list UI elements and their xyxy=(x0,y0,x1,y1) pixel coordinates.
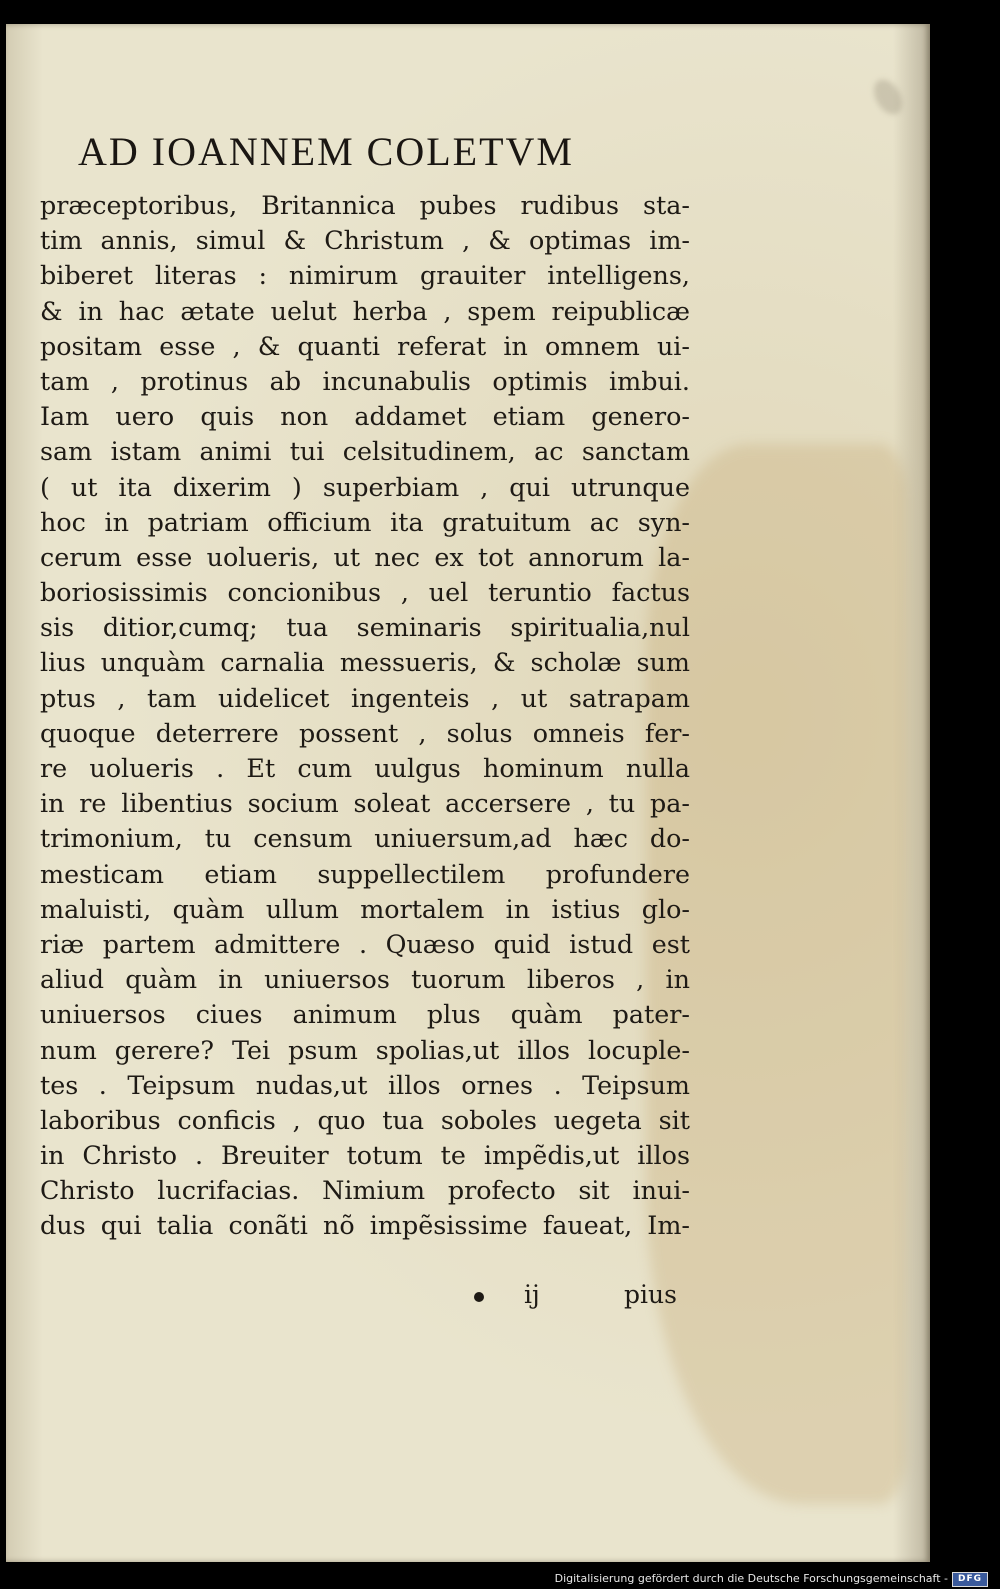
text-line: præceptoribus, Britannica pubes rudibus sta- xyxy=(40,190,690,220)
text-line: laboribus conficis , quo tua soboles uegeta sit xyxy=(40,1104,690,1135)
text-line: ptus , tam uidelicet ingenteis , ut satrapam xyxy=(40,682,690,713)
text-line: biberet literas : nimirum grauiter intelligens, xyxy=(40,260,690,291)
text-line: Christo lucrifacias. Nimium profecto sit inui- xyxy=(40,1175,690,1206)
text-line: trimonium, tu censum uniuersum,ad hæc do- xyxy=(40,823,690,854)
text-line: lius unquàm carnalia messueris, & scholæ sum xyxy=(40,647,690,678)
body-text xyxy=(40,188,690,1244)
text-line: in re libentius socium soleat accersere , tu pa- xyxy=(40,788,690,819)
text-line: tam , protinus ab incunabulis optimis imbui. xyxy=(40,365,690,396)
text-line: hoc in patriam officium ita gratuitum ac syn- xyxy=(40,506,690,537)
text-line: maluisti, quàm ullum mortalem in istius glo- xyxy=(40,893,690,924)
text-line: in Christo . Breuiter totum te impẽdis,ut illos xyxy=(40,1140,690,1171)
footer-credit: Digitalisierung gefördert durch die Deutsche Forschungsgemeinschaft - xyxy=(554,1572,948,1585)
dfg-logo-icon: DFG xyxy=(952,1572,988,1587)
running-head: AD IOANNEM COLETVM xyxy=(78,129,574,174)
page-blemish xyxy=(868,75,908,120)
text-line: ( ut ita dixerim ) superbiam , qui utrunque xyxy=(40,471,690,502)
text-line: Iam uero quis non addamet etiam genero- xyxy=(40,401,690,432)
text-line: tes . Teipsum nudas,ut illos ornes . Teipsum xyxy=(40,1069,690,1100)
text-line: boriosissimis concionibus , uel teruntio factus xyxy=(40,577,690,608)
catchword: pius xyxy=(624,1280,677,1309)
text-line: cerum esse uolueris, ut nec ex tot annorum la- xyxy=(40,541,690,572)
text-line: num gerere? Tei psum spolias,ut illos locuple- xyxy=(40,1034,690,1065)
text-line: mesticam etiam suppellectilem profundere xyxy=(40,858,690,889)
text-line: positam esse , & quanti referat in omnem ui- xyxy=(40,330,690,361)
bullet-icon xyxy=(474,1292,484,1302)
text-line: sis ditior,cumq; tua seminaris spiritualia,nul xyxy=(40,612,690,643)
text-line: quoque deterrere possent , solus omneis fer- xyxy=(40,717,690,748)
text-line: aliud quàm in uniuersos tuorum liberos , in xyxy=(40,964,690,995)
text-line: uniuersos ciues animum plus quàm pater- xyxy=(40,999,690,1030)
text-line: sam istam animi tui celsitudinem, ac sanctam xyxy=(40,436,690,467)
signature-label: ij xyxy=(524,1280,540,1309)
text-line: re uolueris . Et cum uulgus hominum nulla xyxy=(40,753,690,783)
text-line: dus qui talia conãti nõ impẽsissime faueat, Im- xyxy=(40,1210,690,1241)
text-line: tim annis, simul & Christum , & optimas im- xyxy=(40,225,690,256)
signature-mark xyxy=(474,1280,540,1309)
text-line: riæ partem admittere . Quæso quid istud est xyxy=(40,928,690,959)
text-line: & in hac ætate uelut herba , spem reipublicæ xyxy=(40,295,690,326)
